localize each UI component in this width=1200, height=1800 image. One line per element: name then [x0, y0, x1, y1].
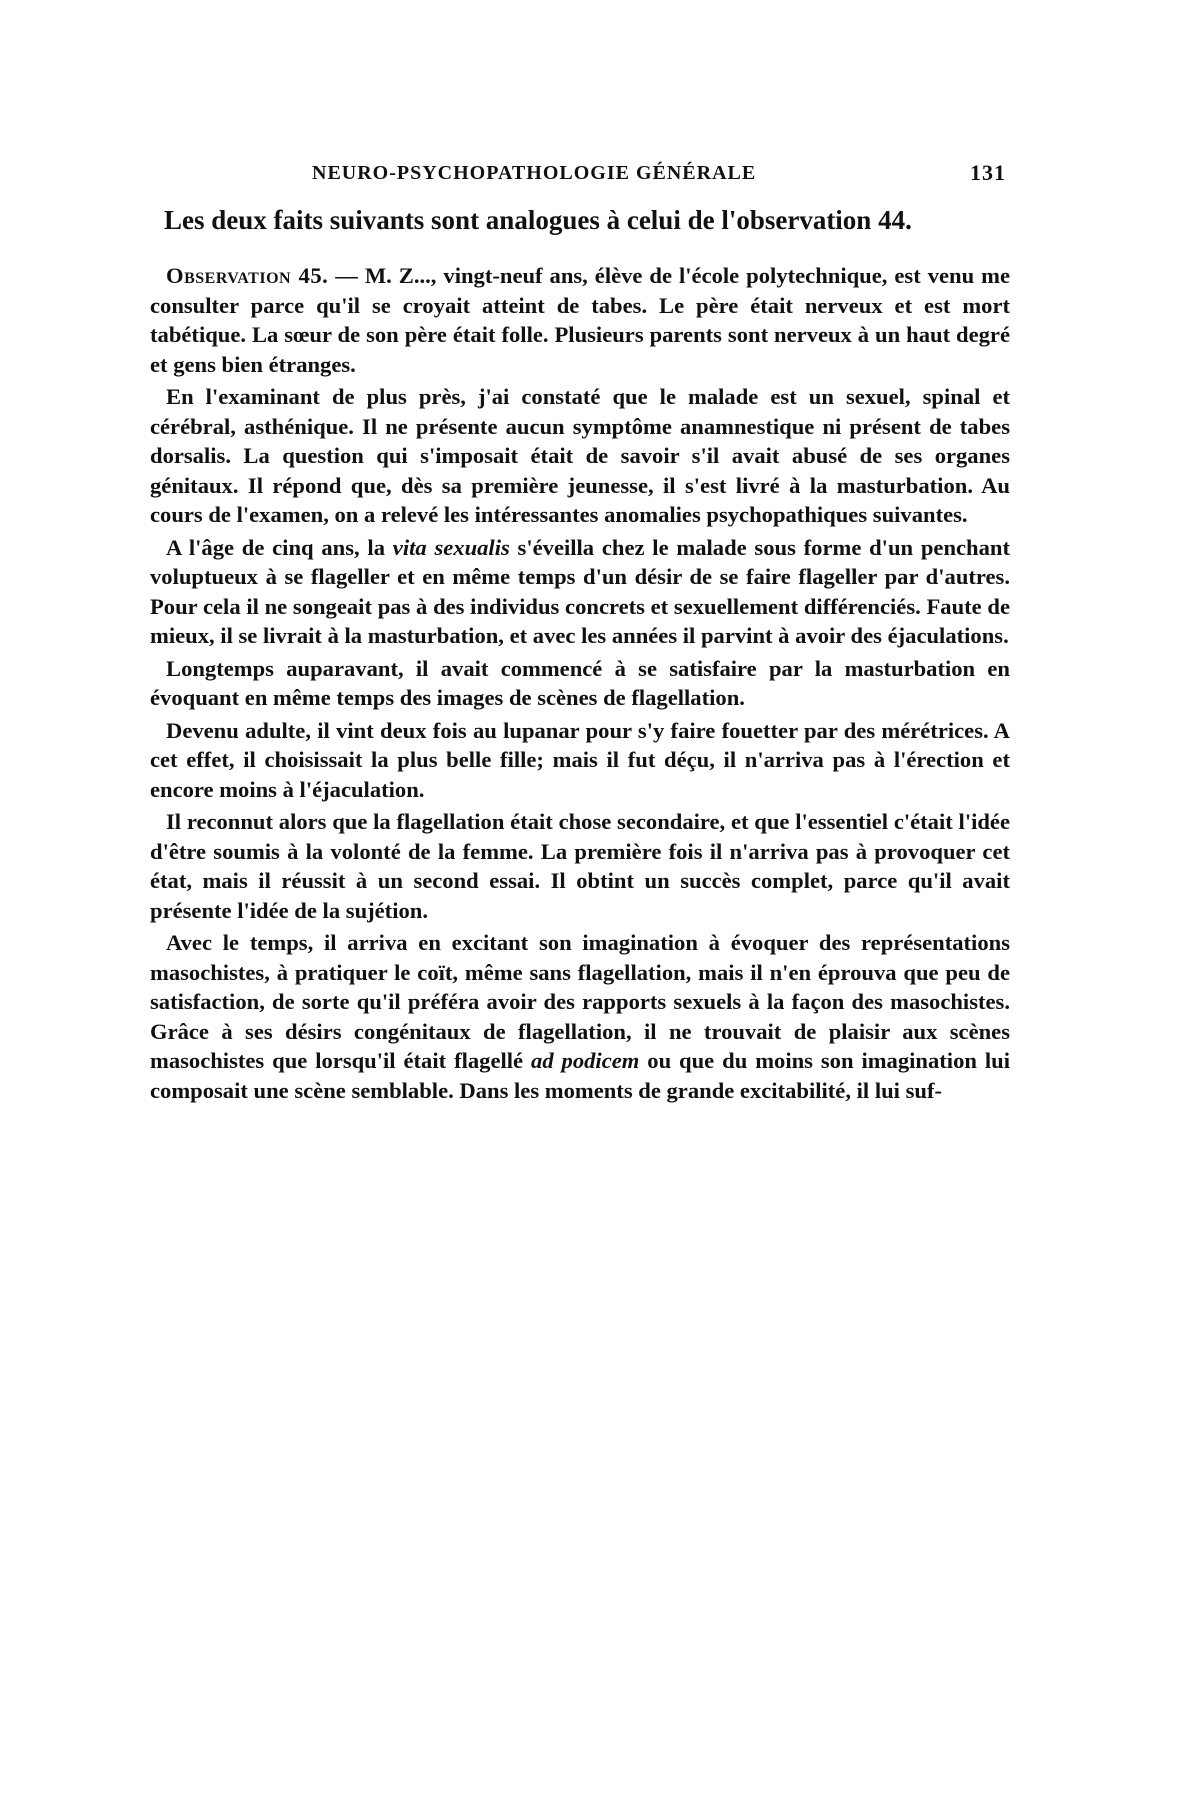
italic-ad-podicem: ad podicem — [531, 1048, 640, 1073]
italic-vita-sexualis: vita sexualis — [392, 534, 510, 560]
paragraph-later — [150, 928, 1010, 1105]
observation-lead-text: — M. Z..., vingt-neuf ans, élève de l'école polytechnique, est venu me consulter parce qu'il se croyait atteint de tabes. Le père était nerveux et est mort tabétique. La sœur de son père était folle. Plusieurs parents sont nerveux à un haut degré et gens bien étranges. — [150, 263, 1010, 377]
intro-paragraph: Les deux faits suivants sont analogues à celui de l'observation 44. — [164, 205, 912, 235]
running-head — [150, 158, 1010, 192]
page-number: 131 — [970, 160, 1006, 185]
paragraph-childhood-end: s'éveilla chez le malade sous forme d'un penchant voluptueux à se flageller et en même temps d'un désir de se faire flageller par d'autres. Pour cela il ne songeait pas à des individus concrets et sexuellement différenciés. Faute de mieux, il se livrait à la masturbation, et avec les années il parvint à avoir des éjaculations. — [150, 534, 1011, 648]
running-head-title: NEURO-PSYCHOPATHOLOGIE GÉNÉRALE — [312, 162, 757, 184]
paragraph-adulthood: Devenu adulte, il vint deux fois au lupanar pour s'y faire fouetter par des mérétrices. A cet effet, il choisissait la plus belle fille; mais il fut déçu, il n'arriva pas à l'érection et encore moins à l'éjaculation. — [150, 717, 1010, 802]
book-page — [150, 158, 1010, 1108]
paragraph-examination: En l'examinant de plus près, j'ai constaté que le malade est un sexuel, spinal et cérébral, asthénique. Il ne présente aucun symptôme anamnestique ni présent de tabes dorsalis. La question qui s'imposait était de savoir s'il avait abusé de ses organes génitaux. Il répond que, dès sa première jeunesse, il s'est livré à la masturbation. Au cours de l'examen, on a relevé les intéressantes anomalies psychopathiques suivantes. — [150, 384, 1010, 527]
paragraph-childhood — [150, 533, 1010, 651]
paragraph-childhood-start: A l'âge de cinq ans, la — [166, 534, 393, 560]
observation-label: Observation 45. — [166, 263, 329, 288]
paragraph-later-end: ou que du moins son imagination lui composait une scène semblable. Dans les moments de grande excitabilité, il lui suf- — [150, 1048, 1010, 1103]
paragraph-observation-45 — [150, 261, 1010, 379]
paragraph-recognition: Il reconnut alors que la flagellation était chose secondaire, et que l'essentiel c'était l'idée d'être soumis à la volonté de la femme. La première fois il n'arriva pas à provoquer cet état, mais il réussit à un second essai. Il obtint un succès complet, parce qu'il avait présente l'idée de la sujétion. — [150, 809, 1010, 923]
paragraph-later-start: Avec le temps, il arriva en excitant son imagination à évoquer des représentations masochistes, à pratiquer le coït, même sans flagellation, mais il n'en éprouva que peu de satisfaction, de sorte qu'il préféra avoir des rapports sexuels à la façon des masochistes. Grâce à ses désirs congénitaux de flagellation, il ne trouvait de plaisir aux scènes masochistes que lorsqu'il était flagellé — [150, 930, 1010, 1073]
paragraph-earlier: Longtemps auparavant, il avait commencé à se satisfaire par la masturbation en évoquant en même temps des images de scènes de flagellation. — [150, 655, 1010, 710]
observation-body — [150, 261, 1010, 1105]
